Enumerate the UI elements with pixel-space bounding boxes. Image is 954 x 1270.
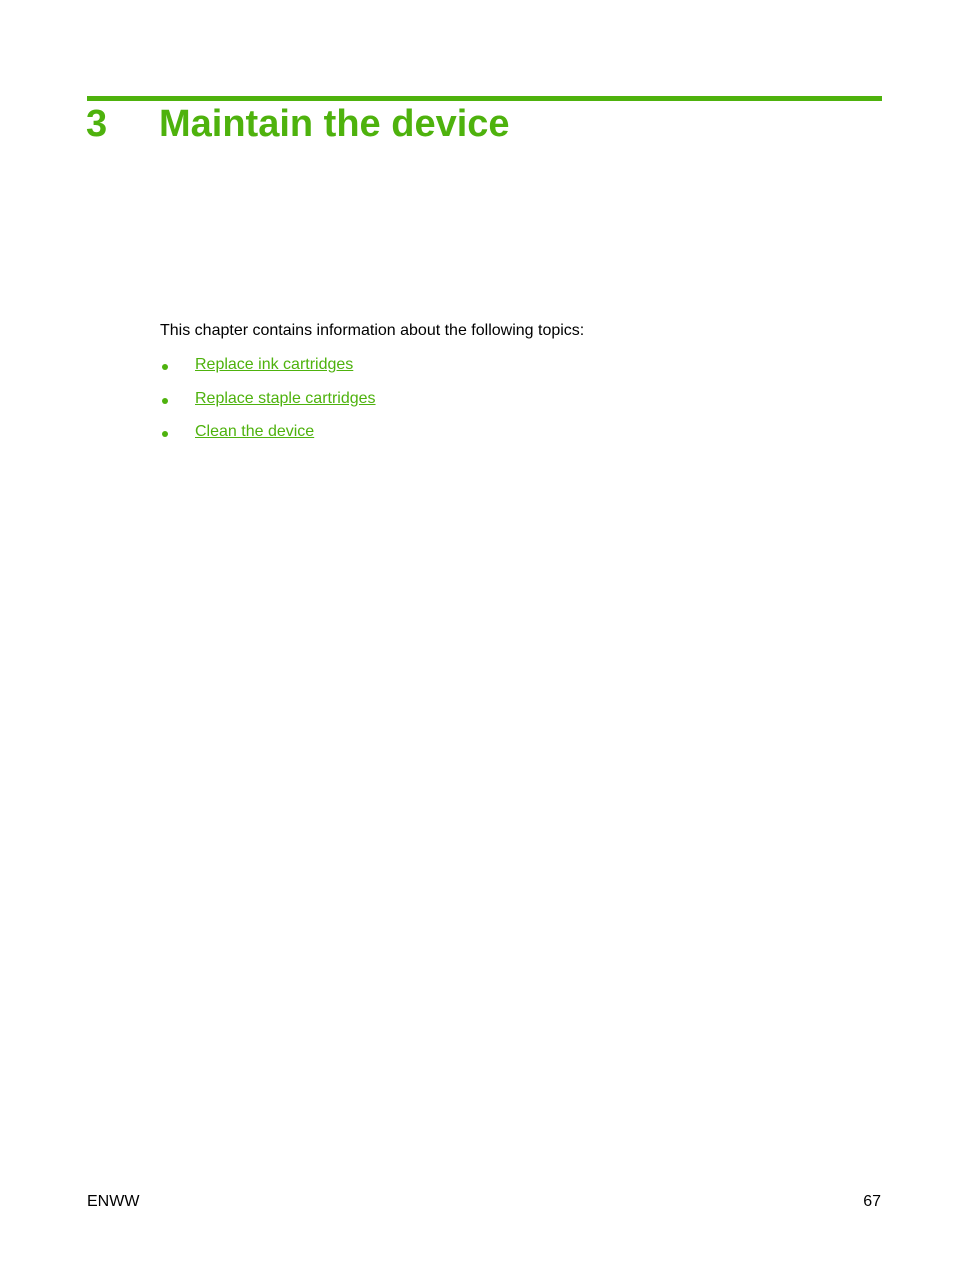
bullet-icon <box>162 364 168 370</box>
link-clean-the-device[interactable]: Clean the device <box>195 423 315 440</box>
link-replace-staple-cartridges[interactable]: Replace staple cartridges <box>195 389 376 407</box>
bullet-icon <box>162 398 168 404</box>
chapter-title: Maintain the device <box>159 103 510 145</box>
intro-text: This chapter contains information about the following topics: <box>160 322 585 339</box>
link-replace-ink-cartridges[interactable]: Replace ink cartridges <box>195 356 354 373</box>
chapter-number: 3 <box>86 103 108 145</box>
page-number: 67 <box>863 1193 881 1210</box>
footer-label: ENWW <box>87 1193 140 1210</box>
bullet-icon <box>162 431 168 437</box>
